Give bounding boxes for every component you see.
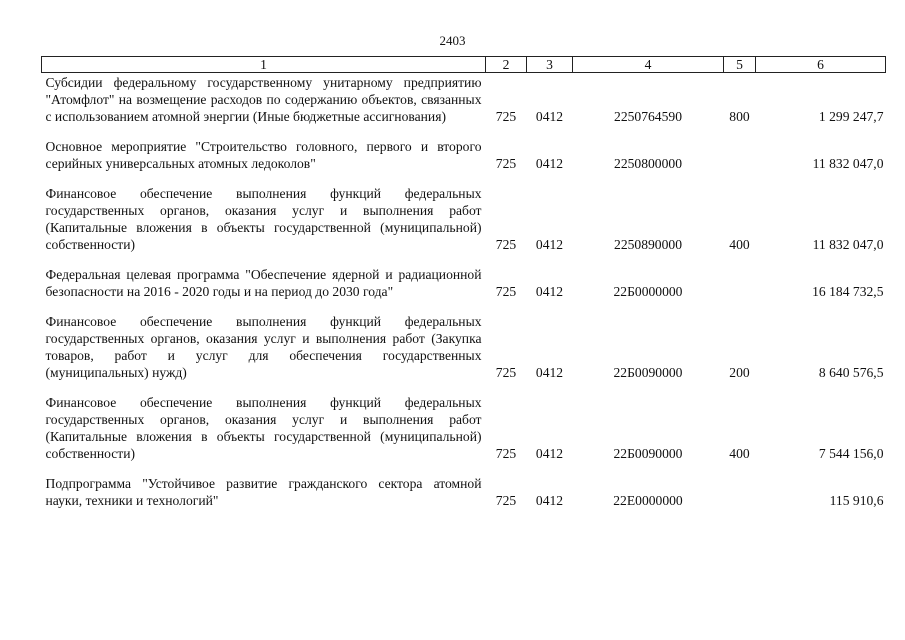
row-section-code: 0412 — [535, 365, 564, 380]
table-row — [42, 73, 886, 126]
row-ministry-code: 725 — [495, 493, 517, 508]
row-expense-type: 800 — [729, 109, 750, 124]
row-description: Федеральная целевая программа "Обеспечение ядерной и радиационной безопасности на 2016 - 2020 годы и на период до 2030 года" — [45, 267, 482, 299]
row-target-code: 2250764590 — [614, 109, 682, 124]
row-section-code: 0412 — [535, 446, 564, 461]
row-ministry-code: 725 — [495, 446, 517, 461]
header-row — [42, 57, 886, 73]
table-row — [42, 300, 886, 381]
row-ministry-code: 725 — [495, 237, 517, 252]
row-amount: 8 640 576,5 — [818, 365, 884, 380]
budget-table — [41, 56, 886, 509]
header-col-1: 1 — [42, 57, 486, 73]
row-expense-type — [724, 125, 756, 172]
row-target-code: 22Б0090000 — [613, 446, 683, 461]
row-description: Финансовое обеспечение выполнения функций федеральных государственных органов, оказания услуг и выполнения работ (Капитальные вложения в объекты государственной (муниципальной) собственности) — [45, 186, 482, 252]
row-amount: 7 544 156,0 — [818, 446, 884, 461]
page-number: 2403 — [439, 33, 466, 48]
header-col-6: 6 — [756, 57, 886, 73]
row-target-code: 22Б0090000 — [613, 365, 683, 380]
row-section-code: 0412 — [535, 156, 564, 171]
row-target-code: 2250800000 — [614, 156, 682, 171]
row-ministry-code: 725 — [495, 156, 517, 171]
table-row — [42, 381, 886, 462]
row-amount: 115 910,6 — [829, 493, 884, 508]
row-section-code: 0412 — [535, 237, 564, 252]
table-row — [42, 125, 886, 172]
row-target-code: 22Б0000000 — [613, 284, 683, 299]
row-amount: 11 832 047,0 — [812, 237, 884, 252]
row-description: Финансовое обеспечение выполнения функций федеральных государственных органов, оказания услуг и выполнения работ (Закупка товаров, работ и услуг для обеспечения государственных (муниципальных) нужд) — [45, 314, 482, 380]
row-ministry-code: 725 — [495, 284, 517, 299]
row-ministry-code: 725 — [495, 365, 517, 380]
row-section-code: 0412 — [535, 284, 564, 299]
row-description: Основное мероприятие "Строительство головного, первого и второго серийных универсальных атомных ледоколов" — [45, 139, 482, 171]
row-expense-type — [724, 253, 756, 300]
row-ministry-code: 725 — [495, 109, 517, 124]
row-expense-type: 400 — [729, 446, 750, 461]
row-amount: 16 184 732,5 — [812, 284, 884, 299]
row-section-code: 0412 — [535, 109, 564, 124]
row-target-code: 22Е0000000 — [613, 493, 683, 508]
header-col-4: 4 — [573, 57, 724, 73]
row-description: Субсидии федеральному государственному унитарному предприятию "Атомфлот" на возмещение расходов по содержанию объектов, связанных с использованием атомной энергии (Иные бюджетные ассигнования) — [45, 75, 482, 124]
table-body — [42, 73, 886, 510]
table-header — [42, 57, 886, 73]
row-expense-type: 400 — [729, 237, 750, 252]
header-col-3: 3 — [527, 57, 573, 73]
header-col-5: 5 — [724, 57, 756, 73]
table-row — [42, 172, 886, 253]
row-target-code: 2250890000 — [614, 237, 682, 252]
row-expense-type — [724, 462, 756, 509]
row-description: Подпрограмма "Устойчивое развитие гражданского сектора атомной науки, техники и технологий" — [45, 476, 482, 508]
row-description: Финансовое обеспечение выполнения функций федеральных государственных органов, оказания услуг и выполнения работ (Капитальные вложения в объекты государственной (муниципальной) собственности) — [45, 395, 482, 461]
row-section-code: 0412 — [535, 493, 564, 508]
header-col-2: 2 — [486, 57, 527, 73]
row-amount: 11 832 047,0 — [812, 156, 884, 171]
table-row — [42, 253, 886, 300]
table-row — [42, 462, 886, 509]
row-amount: 1 299 247,7 — [818, 109, 884, 124]
row-expense-type: 200 — [729, 365, 750, 380]
